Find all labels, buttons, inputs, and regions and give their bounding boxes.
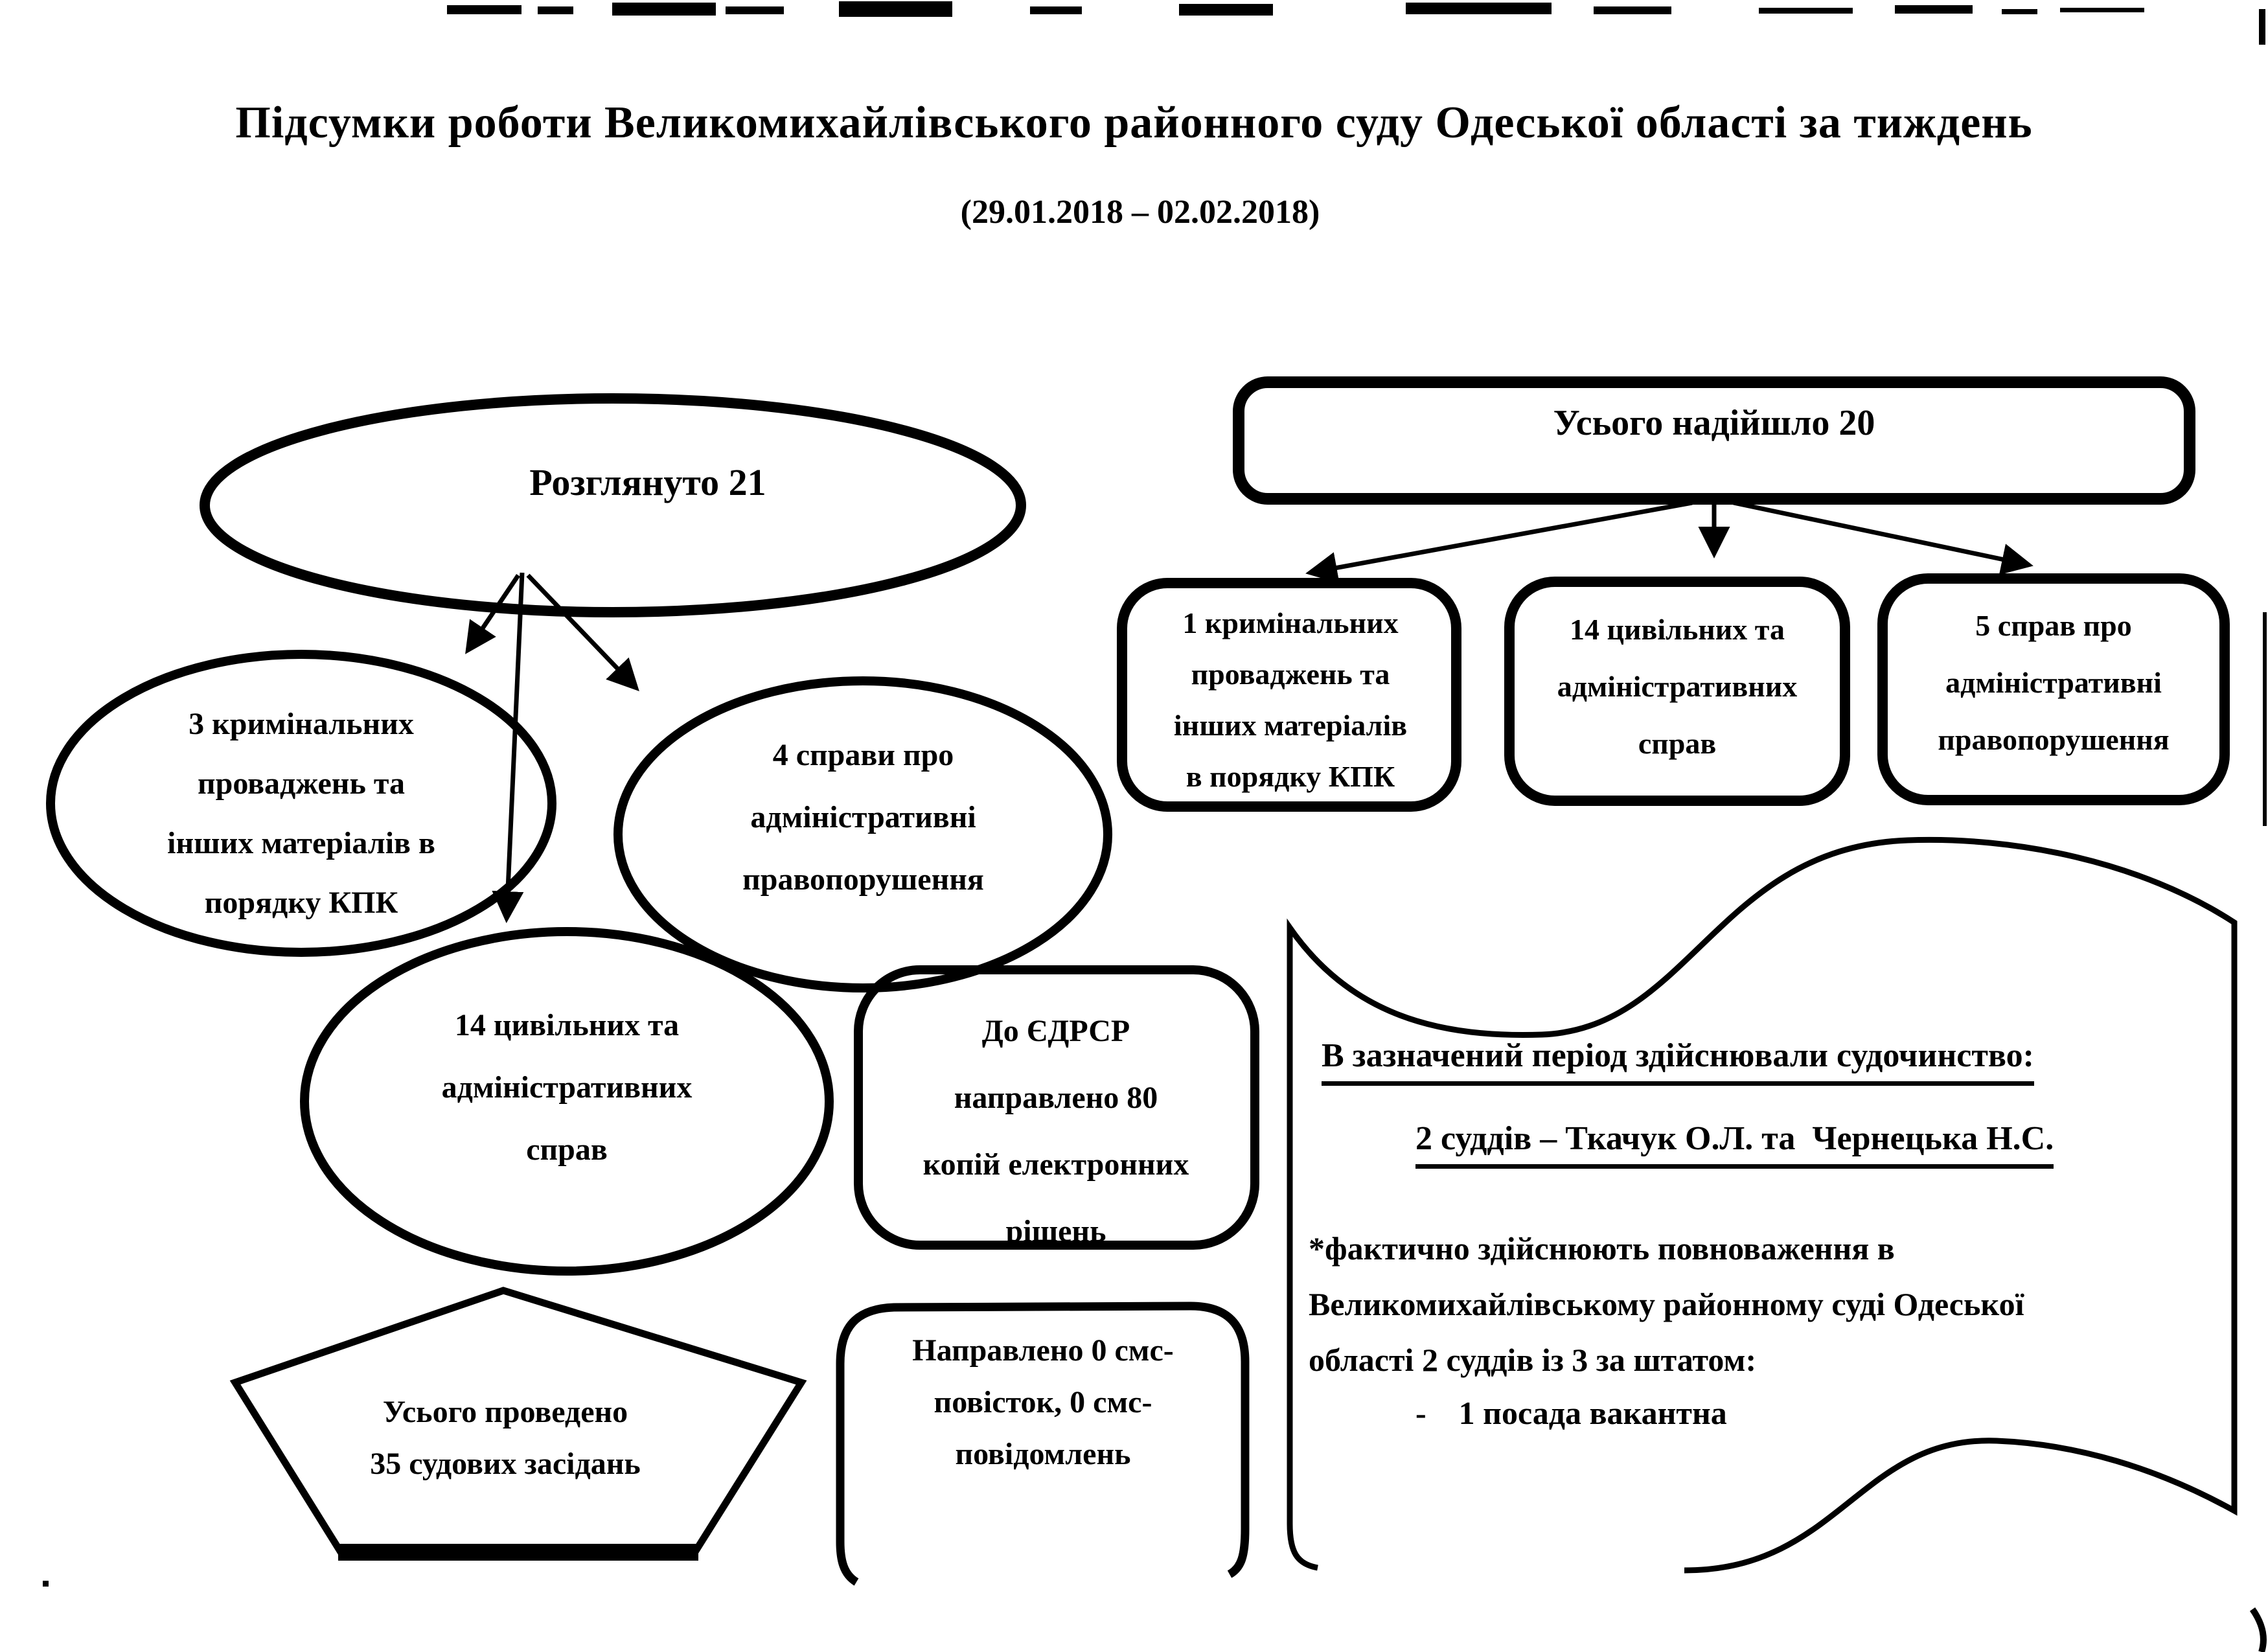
label-line: проваджень та: [1191, 658, 1390, 691]
label-line: рішень: [1005, 1214, 1106, 1248]
label-line: 1 кримінальних: [1182, 606, 1399, 639]
page-subtitle: (29.01.2018 – 02.02.2018): [960, 194, 1320, 231]
arrow-reviewed-to-civil-admin: [507, 573, 522, 919]
label-line: справ: [1638, 727, 1717, 760]
received-admin-offenses-label: [1892, 597, 2216, 768]
label-line: повідомлень: [955, 1437, 1131, 1471]
label-line: правопорушення: [1938, 723, 2170, 756]
label-line: адміністративних: [1557, 670, 1798, 703]
label-line: правопорушення: [742, 862, 984, 897]
reviewed-civil-admin-label: [376, 994, 758, 1181]
label-line: в порядку КПК: [1186, 760, 1395, 793]
sms-label: [855, 1325, 1231, 1480]
sessions-label: [311, 1386, 700, 1490]
label-line: Усього надійшло 20: [1553, 403, 1875, 443]
label-line: інших матеріалів: [1173, 709, 1408, 742]
judiciary-note-line: Великомихайлівському районному суді Одеської: [1309, 1286, 2024, 1322]
judiciary-heading: В зазначений період здійснювали судочинство:: [1322, 1037, 2034, 1086]
arrow-reviewed-to-admin-offenses: [528, 575, 636, 688]
label-line: порядку КПК: [204, 886, 398, 920]
label-line: Розглянуто 21: [529, 461, 766, 503]
label-line: 5 справ про: [1975, 609, 2132, 642]
label-line: адміністративні: [1945, 666, 2162, 699]
edrsr-label: [868, 998, 1244, 1265]
judiciary-tape-shape: [1290, 840, 2234, 1570]
label-line: направлено 80: [954, 1081, 1158, 1115]
reviewed-admin-offenses-label: [670, 724, 1056, 911]
reviewed-total-ellipse: [205, 398, 1021, 612]
label-line: Усього проведено: [382, 1395, 628, 1429]
reviewed-criminal-label: [110, 694, 492, 933]
label-line: адміністративні: [750, 800, 976, 834]
label-line: 14 цивільних та: [454, 1008, 680, 1042]
label-line: проваджень та: [197, 766, 406, 801]
label-line: 4 справи про: [772, 738, 954, 772]
reviewed-arrows: [468, 573, 636, 919]
label-line: 14 цивільних та: [1570, 613, 1785, 646]
label-line: повісток, 0 смс-: [934, 1385, 1152, 1419]
label-line: адміністративних: [441, 1070, 693, 1105]
label-line: 3 кримінальних: [189, 707, 414, 741]
reviewed-total-label: [453, 460, 842, 505]
label-line: Направлено 0 смс-: [912, 1333, 1174, 1368]
judiciary-vacancy: - 1 посада вакантна: [1415, 1395, 1727, 1431]
received-criminal-label: [1132, 597, 1449, 802]
label-line: копій електронних: [922, 1147, 1189, 1182]
received-total-label: [1239, 400, 2190, 446]
judiciary-note-line: *фактично здійснюють повноваження в: [1309, 1230, 1895, 1267]
judiciary-note-line: області 2 суддів із 3 за штатом:: [1309, 1342, 1757, 1378]
received-arrows: [1310, 503, 2029, 573]
label-line: справ: [526, 1132, 608, 1167]
label-line: інших матеріалів в: [167, 826, 435, 860]
label-line: До ЄДРСР: [981, 1014, 1130, 1048]
received-civil-admin-label: [1518, 601, 1837, 772]
label-line: 35 судових засідань: [370, 1447, 641, 1481]
arrow-received-to-admin-offenses: [1734, 503, 2029, 565]
page-title: Підсумки роботи Великомихайлівського районного суду Одеської області за тиждень: [235, 98, 2033, 148]
judiciary-judges: 2 суддів – Ткачук О.Л. та Чернецька Н.С.: [1415, 1119, 2054, 1169]
scan-artifacts-top-edge: [447, 1, 2265, 45]
arrow-received-to-criminal: [1310, 503, 1692, 573]
